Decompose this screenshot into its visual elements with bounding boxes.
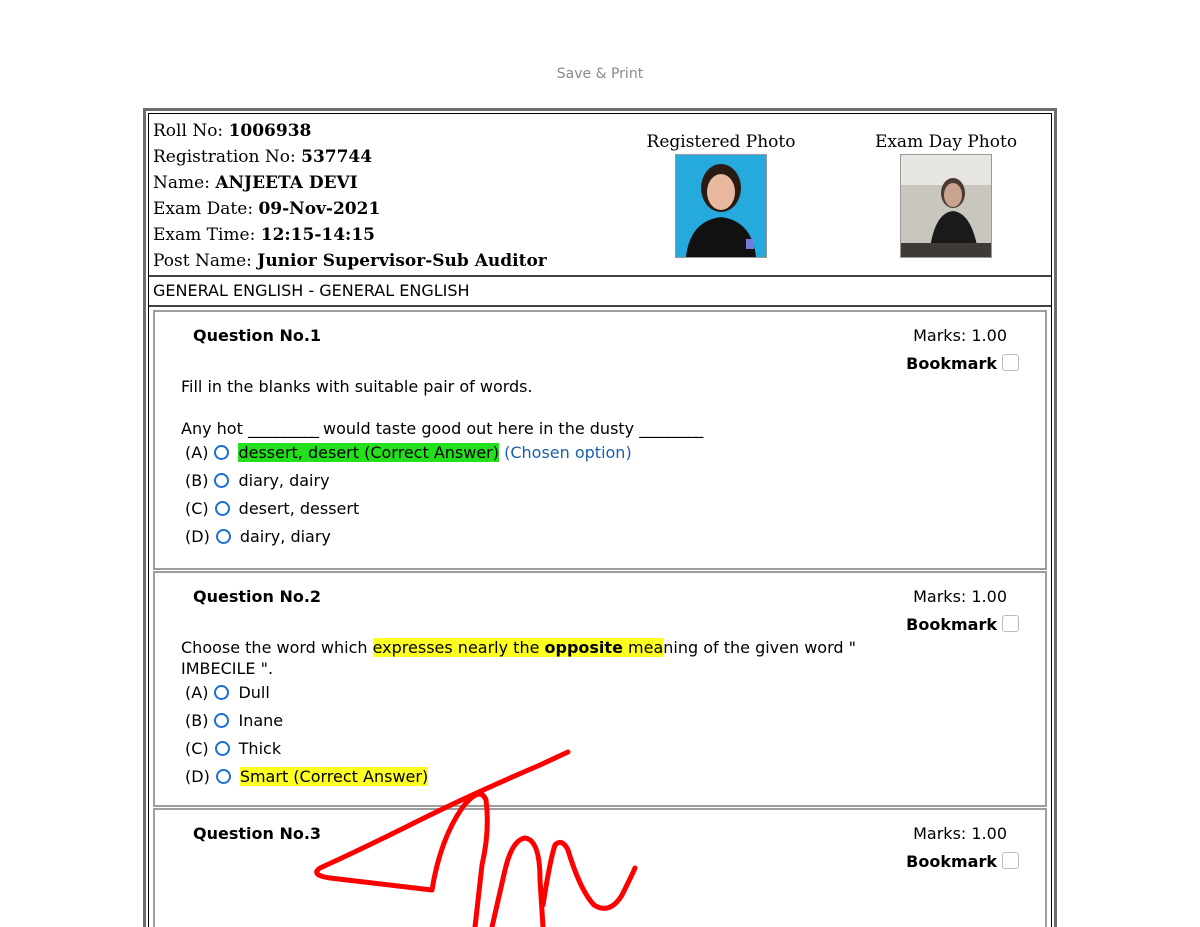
option-b[interactable]: (B) Inane — [185, 711, 284, 730]
question-sentence: Any hot __________ would taste good out here in the dusty _________ — [181, 419, 703, 438]
correct-answer-highlight: dessert, desert (Correct Answer) — [238, 443, 499, 462]
radio-circle-icon[interactable] — [214, 713, 229, 728]
correct-answer-highlight: Smart (Correct Answer) — [239, 767, 429, 786]
option-a[interactable]: (A) Dull — [185, 683, 270, 702]
question-marks: Marks: 1.00 — [913, 824, 1007, 843]
question-text: Choose the word which expresses nearly the opposite meaning of the given word " IMBECILE ". — [181, 638, 856, 678]
option-b[interactable]: (B) diary, dairy — [185, 471, 330, 490]
radio-circle-icon[interactable] — [214, 445, 229, 460]
option-d[interactable]: (D) Smart (Correct Answer) — [185, 767, 429, 786]
question-card-3 — [153, 808, 1047, 927]
exam-day-photo — [900, 154, 992, 258]
question-marks: Marks: 1.00 — [913, 587, 1007, 606]
response-sheet — [143, 108, 1057, 927]
save-print-link[interactable]: Save & Print — [556, 66, 644, 82]
bookmark-checkbox[interactable] — [1002, 354, 1019, 371]
exam-time: Exam Time: 12:15-14:15 — [153, 225, 375, 245]
question-card-2 — [153, 571, 1047, 807]
candidate-details — [153, 118, 547, 274]
radio-circle-icon[interactable] — [214, 473, 229, 488]
person-webcam-icon — [901, 155, 991, 257]
radio-circle-icon[interactable] — [215, 501, 230, 516]
radio-circle-icon[interactable] — [216, 529, 231, 544]
question-number: Question No.2 — [193, 587, 322, 606]
question-number: Question No.1 — [193, 326, 322, 345]
exam-day-photo-block — [871, 132, 1021, 258]
registration-number: Registration No: 537744 — [153, 147, 373, 167]
radio-circle-icon[interactable] — [216, 769, 231, 784]
option-c[interactable]: (C) desert, dessert — [185, 499, 360, 518]
radio-circle-icon[interactable] — [215, 741, 230, 756]
bookmark-toggle[interactable]: Bookmark — [906, 852, 997, 871]
bookmark-toggle[interactable]: Bookmark — [906, 354, 997, 373]
option-c[interactable]: (C) Thick — [185, 739, 282, 758]
bookmark-checkbox[interactable] — [1002, 615, 1019, 632]
candidate-name: Name: ANJEETA DEVI — [153, 173, 358, 193]
registered-photo — [675, 154, 767, 258]
sheet-inner — [148, 113, 1052, 927]
radio-circle-icon[interactable] — [214, 685, 229, 700]
question-number: Question No.3 — [193, 824, 322, 843]
chosen-option-label: (Chosen option) — [504, 443, 632, 462]
candidate-header — [149, 114, 1051, 277]
option-d[interactable]: (D) dairy, diary — [185, 527, 331, 546]
question-marks: Marks: 1.00 — [913, 326, 1007, 345]
person-portrait-icon — [676, 155, 766, 257]
text-highlight: expresses nearly the opposite mea — [372, 638, 664, 657]
question-instruction: Fill in the blanks with suitable pair of words. — [181, 377, 533, 396]
exam-date: Exam Date: 09-Nov-2021 — [153, 199, 381, 219]
registered-photo-block — [646, 132, 796, 258]
section-title: GENERAL ENGLISH - GENERAL ENGLISH — [149, 277, 1051, 307]
option-a[interactable]: (A) dessert, desert (Correct Answer) (Chosen option) — [185, 443, 632, 462]
question-card-1 — [153, 310, 1047, 570]
registered-photo-caption: Registered Photo — [646, 132, 796, 152]
post-name: Post Name: Junior Supervisor-Sub Auditor — [153, 251, 547, 271]
bookmark-checkbox[interactable] — [1002, 852, 1019, 869]
exam-day-photo-caption: Exam Day Photo — [874, 132, 1018, 152]
roll-number: Roll No: 1006938 — [153, 121, 312, 141]
bookmark-toggle[interactable]: Bookmark — [906, 615, 997, 634]
